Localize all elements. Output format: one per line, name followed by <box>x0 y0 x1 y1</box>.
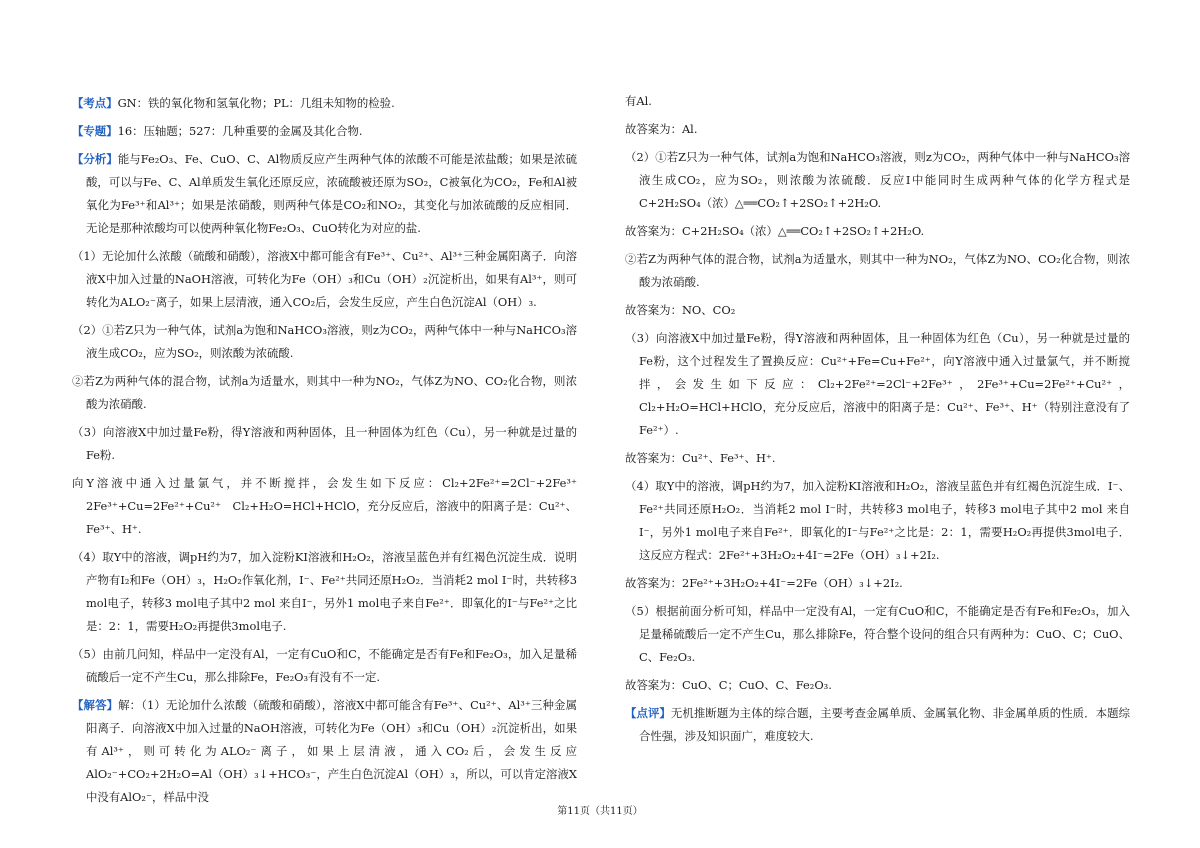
solution-part-2b: ②若Z为两种气体的混合物，试剂a为适量水，则其中一种为NO₂，气体Z为NO、CO₂化合物，则浓酸为浓硝酸. <box>625 252 1130 289</box>
fenxi-paragraph <box>72 148 577 240</box>
kaodian-tag: 【考点】 <box>72 96 118 110</box>
analysis-part-5: （5）由前几问知，样品中一定没有Al，一定有CuO和C，不能确定是否有Fe和Fe₂O₃，加入足量稀硫酸后一定不产生Cu，那么排除Fe，Fe₂O₃有没有不一定. <box>72 647 577 684</box>
answer-3: 故答案为：Cu²⁺、Fe³⁺、H⁺. <box>625 451 776 465</box>
analysis-part-4: （4）取Y中的溶液，调pH约为7，加入淀粉KI溶液和H₂O₂，溶液呈蓝色并有红褐色沉淀生成．说明产物有I₂和Fe（OH）₃，H₂O₂作氧化剂，I⁻、Fe²⁺共同还原H₂O₂．当消耗2 mol I⁻时，共转移3 mol电子，转移3 mol电子其中2 mol 来自I⁻，另外1 mol电子来自Fe²⁺．即氧化的I⁻与Fe²⁺之比是：2：1，需要H₂O₂再提供3mol电子. <box>72 550 577 633</box>
right-column <box>625 90 1130 753</box>
solution-part-2: （2）①若Z只为一种气体，试剂a为饱和NaHCO₃溶液，则z为CO₂，两种气体中一种与NaHCO₃溶液生成CO₂，应为SO₂，则浓酸为浓硫酸．反应Ⅰ中能同时生成两种气体的化学方程式是C+2H₂SO₄（浓）△══CO₂↑+2SO₂↑+2H₂O. <box>625 150 1130 210</box>
page-footer: 第11页（共11页） <box>557 806 643 817</box>
fenxi-tag: 【分析】 <box>72 152 118 166</box>
kaodian-text: GN：铁的氧化物和氢氧化物；PL：几组未知物的检验. <box>117 96 395 110</box>
zhuanti-tag: 【专题】 <box>72 124 118 138</box>
dianping-tag: 【点评】 <box>625 706 671 720</box>
left-column <box>72 92 589 814</box>
solution-part-3: （3）向溶液X中加过量Fe粉，得Y溶液和两种固体，且一种固体为红色（Cu），另一种就是过量的Fe粉，这个过程发生了置换反应：Cu²⁺+Fe=Cu+Fe²⁺，向Y溶液中通入过量氯气，并不断搅拌，会发生如下反应：Cl₂+2Fe²⁺=2Cl⁻+2Fe³⁺，2Fe³⁺+Cu=2Fe²⁺+Cu²⁺，Cl₂+H₂O=HCl+HClO，充分反应后，溶液中的阳离子是：Cu²⁺、Fe³⁺、H⁺（特别注意没有了Fe²⁺）. <box>625 331 1130 437</box>
zhuanti-text: 16：压轴题；527：几种重要的金属及其化合物. <box>117 124 363 138</box>
answer-4: 故答案为：2Fe²⁺+3H₂O₂+4I⁻=2Fe（OH）₃↓+2I₂. <box>625 576 903 590</box>
analysis-part-3: （3）向溶液X中加过量Fe粉，得Y溶液和两种固体，且一种固体为红色（Cu），另一种就是过量的Fe粉. <box>72 425 577 462</box>
jieda-paragraph <box>72 694 577 809</box>
zhuanti-paragraph <box>72 120 577 143</box>
solution-part-4: （4）取Y中的溶液，调pH约为7，加入淀粉KI溶液和H₂O₂，溶液呈蓝色并有红褐色沉淀生成．I⁻、Fe²⁺共同还原H₂O₂．当消耗2 mol I⁻时，共转移3 mol电子，转移3 mol电子其中2 mol 来自I⁻，另外1 mol电子来自Fe²⁺．即氧化的I⁻与Fe²⁺之比是：2：1，需要H₂O₂再提供3mol电子．这反应方程式：2Fe²⁺+3H₂O₂+4I⁻=2Fe（OH）₃↓+2I₂. <box>625 479 1130 562</box>
dianping-paragraph <box>625 702 1130 748</box>
jieda-text: 解：（1）无论加什么浓酸（硫酸和硝酸），溶液X中都可能含有Fe³⁺、Cu²⁺、Al³⁺三种金属阳离子．向溶液X中加入过量的NaOH溶液，可转化为Fe（OH）₃和Cu（OH）₂沉淀析出，如果有Al³⁺，则可转化为ALO₂⁻离子，如果上层清液，通入CO₂后，会发生反应AlO₂⁻+CO₂+2H₂O=Al（OH）₃↓+HCO₃⁻，产生白色沉淀Al（OH）₃，所以，可以肯定溶液X中没有AlO₂⁻，样品中没 <box>86 698 577 804</box>
analysis-part-2: （2）①若Z只为一种气体，试剂a为饱和NaHCO₃溶液，则z为CO₂，两种气体中一种与NaHCO₃溶液生成CO₂，应为SO₂，则浓酸为浓硫酸. <box>72 323 577 360</box>
fenxi-text: 能与Fe₂O₃、Fe、CuO、C、Al物质反应产生两种气体的浓酸不可能是浓盐酸；如果是浓硫酸，可以与Fe、C、Al单质发生氧化还原反应，浓硫酸被还原为SO₂，C被氧化为CO₂，Fe和Al被氧化为Fe³⁺和Al³⁺；如果是浓硝酸，则两种气体是CO₂和NO₂，其变化与加浓硫酸的反应相同．无论是那种浓酸均可以使两种氧化物Fe₂O₃、CuO转化为对应的盐. <box>86 152 577 235</box>
answer-2b: 故答案为：NO、CO₂ <box>625 303 736 317</box>
kaodian-paragraph <box>72 92 577 115</box>
answer-continuation: 有Al. <box>625 94 652 108</box>
answer-1: 故答案为：Al. <box>625 122 698 136</box>
answer-2: 故答案为：C+2H₂SO₄（浓）△══CO₂↑+2SO₂↑+2H₂O. <box>625 224 925 238</box>
jieda-tag: 【解答】 <box>72 698 119 712</box>
solution-part-5: （5）根据前面分析可知，样品中一定没有Al，一定有CuO和C，不能确定是否有Fe和Fe₂O₃，加入足量稀硫酸后一定不产生Cu，那么排除Fe，符合整个设问的组合只有两种为：CuO、C；CuO、C、Fe₂O₃. <box>625 604 1130 664</box>
analysis-part-2b: ②若Z为两种气体的混合物，试剂a为适量水，则其中一种为NO₂，气体Z为NO、CO₂化合物，则浓酸为浓硝酸. <box>72 374 577 411</box>
analysis-part-1: （1）无论加什么浓酸（硫酸和硝酸），溶液X中都可能含有Fe³⁺、Cu²⁺、Al³⁺三种金属阳离子．向溶液X中加入过量的NaOH溶液，可转化为Fe（OH）₃和Cu（OH）₂沉淀析出，如果有Al³⁺，则可转化为ALO₂⁻离子，如果上层清液，通入CO₂后，会发生反应，产生白色沉淀Al（OH）₃. <box>72 249 577 309</box>
dianping-text: 无机推断题为主体的综合题，主要考查金属单质、金属氧化物、非金属单质的性质．本题综合性强，涉及知识面广，难度较大. <box>639 706 1130 743</box>
analysis-part-3b: 向Y溶液中通入过量氯气，并不断搅拌，会发生如下反应：Cl₂+2Fe²⁺=2Cl⁻+2Fe³⁺ 2Fe³⁺+Cu=2Fe²⁺+Cu²⁺ Cl₂+H₂O=HCl+HClO，充分反应后，溶液中的阳离子是：Cu²⁺、Fe³⁺、H⁺. <box>72 476 589 536</box>
answer-5: 故答案为：CuO、C；CuO、C、Fe₂O₃. <box>625 678 832 692</box>
